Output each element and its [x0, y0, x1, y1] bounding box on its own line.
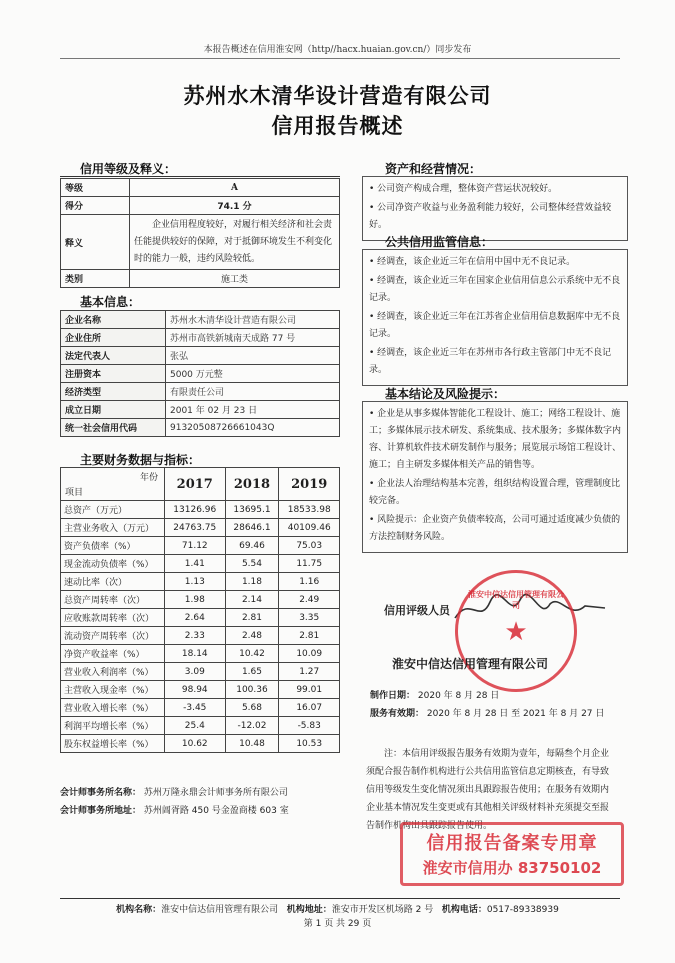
finance-value-2019: 10.53: [279, 735, 340, 753]
finance-row: [61, 501, 340, 519]
grade-category-value: 施工类: [130, 270, 340, 288]
finance-item-label: 总资产（万元）: [61, 501, 165, 519]
company-round-stamp: [455, 570, 577, 692]
validity-label: 服务有效期：: [370, 709, 425, 719]
finance-row: [61, 573, 340, 591]
basic-info-value: 5000 万元整: [166, 365, 340, 383]
finance-year-2017: 2017: [165, 468, 226, 501]
basic-info-label: 法定代表人: [61, 347, 166, 365]
company-title: 苏州水木清华设计营造有限公司: [183, 84, 492, 108]
finance-row: [61, 717, 340, 735]
finance-row: [61, 555, 340, 573]
finance-value-2017: 18.14: [165, 645, 226, 663]
finance-item-label: 应收账款周转率（次）: [61, 609, 165, 627]
finance-value-2017: 3.09: [165, 663, 226, 681]
service-validity: [370, 706, 604, 719]
finance-value-2019: 1.16: [279, 573, 340, 591]
grade-level-label: 等级: [61, 179, 130, 197]
basic-info-value: 有限责任公司: [166, 383, 340, 401]
finance-item-label: 主营业务收入（万元）: [61, 519, 165, 537]
finance-value-2019: 3.35: [279, 609, 340, 627]
finance-value-2018: 69.46: [225, 537, 279, 555]
finance-item-label: 速动比率（次）: [61, 573, 165, 591]
auditor-addr-value: 苏州阊胥路 450 号金盈商楼 603 室: [143, 806, 289, 816]
basic-info-label: 企业住所: [61, 329, 166, 347]
finance-value-2018: 28646.1: [225, 519, 279, 537]
finance-value-2018: 5.54: [225, 555, 279, 573]
grade-row-category: [61, 270, 340, 288]
auditor-addr-label: 会计师事务所地址：: [60, 806, 142, 816]
finance-value-2019: -5.83: [279, 717, 340, 735]
basic-info-label: 成立日期: [61, 401, 166, 419]
finance-value-2017: 1.98: [165, 591, 226, 609]
finance-value-2019: 1.27: [279, 663, 340, 681]
validity-note: 注：本信用评级报告服务有效期为壹年，每隔叁个月企业须配合报告制作机构进行公共信用监管信息定期核查，有导致信用等级发生变化情况须出具跟踪报告使用；在服务有效期内企业基本情况发生变更或有其他相关评级材料补充须提交至报告制作机构出具跟踪报告使用。: [366, 749, 610, 831]
footer-divider: [60, 898, 620, 899]
grade-heading-line: [60, 176, 340, 177]
footer-tel-label: 机构电话：: [441, 905, 487, 915]
finance-value-2017: 13126.96: [165, 501, 226, 519]
assets-heading: 资产和经营情况：: [385, 162, 482, 176]
auditor-firm: [60, 785, 288, 798]
report-title: 信用报告概述: [271, 114, 404, 138]
finance-item-label: 净资产收益率（%）: [61, 645, 165, 663]
finance-item-label: 主营收入现金率（%）: [61, 681, 165, 699]
finance-value-2019: 75.03: [279, 537, 340, 555]
basic-info-row: [61, 329, 340, 347]
finance-item-label: 资产负债率（%）: [61, 537, 165, 555]
basic-info-row: [61, 401, 340, 419]
footer-org-value: 淮安中信达信用管理有限公司: [161, 905, 279, 915]
auditor-address: [60, 803, 289, 816]
basic-info-value: 2001 年 02 月 23 日: [166, 401, 340, 419]
finance-corner-item: 项目: [65, 488, 84, 498]
finance-value-2017: 2.33: [165, 627, 226, 645]
basic-info-row: [61, 419, 340, 437]
basic-info-row: [61, 347, 340, 365]
finance-value-2018: 13695.1: [225, 501, 279, 519]
basic-info-row: [61, 383, 340, 401]
finance-value-2019: 11.75: [279, 555, 340, 573]
finance-value-2018: 10.42: [225, 645, 279, 663]
finance-row: [61, 519, 340, 537]
footer-addr-label: 机构地址：: [286, 905, 332, 915]
finance-value-2017: 2.64: [165, 609, 226, 627]
finance-value-2017: 71.12: [165, 537, 226, 555]
auditor-firm-value: 苏州万隆永鼎会计师事务所有限公司: [143, 788, 288, 798]
finance-value-2019: 40109.46: [279, 519, 340, 537]
header-note: 本报告概述在信用淮安网（http//hacx.huaian.gov.cn/）同步发布: [203, 45, 472, 55]
finance-value-2017: 1.13: [165, 573, 226, 591]
finance-row: [61, 591, 340, 609]
conclusion-item: • 风险提示：企业资产负债率较高，公司可通过适度减少负债的方法控制财务风险。: [369, 515, 621, 542]
finance-item-label: 股东权益增长率（%）: [61, 735, 165, 753]
grade-table: [60, 178, 340, 288]
finance-value-2018: 2.81: [225, 609, 279, 627]
finance-value-2017: 10.62: [165, 735, 226, 753]
basic-info-value: 苏州水木清华设计营造有限公司: [166, 311, 340, 329]
page-number: 第 1 页 共 29 页: [303, 919, 372, 929]
grade-meaning-value: 企业信用程度较好，对履行相关经济和社会责任能提供较好的保障，对于抵御环境发生不利变化时的能力一般，违约风险较低。: [130, 215, 340, 270]
finance-value-2017: 98.94: [165, 681, 226, 699]
finance-value-2019: 2.49: [279, 591, 340, 609]
finance-value-2018: 1.18: [225, 573, 279, 591]
finance-value-2019: 2.81: [279, 627, 340, 645]
basic-info-row: [61, 365, 340, 383]
finance-item-label: 利润平均增长率（%）: [61, 717, 165, 735]
grade-meaning-label: 释义: [61, 215, 130, 270]
finance-row: [61, 645, 340, 663]
rater-label: 信用评级人员: [384, 604, 450, 617]
finance-row: [61, 681, 340, 699]
finance-year-2018: 2018: [225, 468, 279, 501]
finance-value-2017: 24763.75: [165, 519, 226, 537]
grade-row-score: [61, 197, 340, 215]
assets-item: • 公司净资产收益与业务盈利能力较好，公司整体经营效益较好。: [369, 203, 612, 230]
issue-date-value: 2020 年 8 月 28 日: [417, 691, 500, 701]
supervision-heading: 公共信用监管信息：: [385, 235, 494, 249]
basic-heading: 基本信息：: [80, 295, 141, 309]
basic-info-label: 企业名称: [61, 311, 166, 329]
basic-info-value: 91320508726661043Q: [166, 419, 340, 437]
grade-row-level: [61, 179, 340, 197]
grade-score-value: 74.1 分: [130, 197, 340, 215]
finance-item-label: 营业收入增长率（%）: [61, 699, 165, 717]
basic-info-label: 经济类型: [61, 383, 166, 401]
validity-value: 2020 年 8 月 28 日 至 2021 年 8 月 27 日: [426, 709, 605, 719]
supervision-item: • 经调查，该企业近三年在国家企业信用信息公示系统中无不良记录。: [369, 276, 621, 303]
basic-info-label: 注册资本: [61, 365, 166, 383]
grade-heading: 信用等级及释义：: [80, 162, 177, 176]
finance-row: [61, 537, 340, 555]
finance-value-2019: 16.07: [279, 699, 340, 717]
assets-box: [362, 176, 628, 241]
basic-info-label: 统一社会信用代码: [61, 419, 166, 437]
finance-item-label: 流动资产周转率（次）: [61, 627, 165, 645]
grade-row-meaning: [61, 215, 340, 270]
record-stamp-line1: 信用报告备案专用章: [426, 833, 598, 854]
grade-level-value: A: [130, 179, 340, 197]
finance-value-2018: 1.65: [225, 663, 279, 681]
finance-value-2019: 18533.98: [279, 501, 340, 519]
finance-value-2017: -3.45: [165, 699, 226, 717]
assets-item: • 公司资产构成合理，整体资产营运状况较好。: [369, 184, 558, 194]
finance-item-label: 总资产周转率（次）: [61, 591, 165, 609]
finance-value-2019: 99.01: [279, 681, 340, 699]
basic-info-value: 苏州市高铁新城南天成路 77 号: [166, 329, 340, 347]
finance-row: [61, 627, 340, 645]
conclusion-item: • 企业法人治理结构基本完善，组织结构设置合理，管理制度比较完备。: [369, 479, 621, 506]
finance-value-2018: -12.02: [225, 717, 279, 735]
supervision-item: • 经调查，该企业近三年在江苏省企业信用信息数据库中无不良记录。: [369, 312, 621, 339]
finance-heading: 主要财务数据与指标：: [80, 453, 201, 467]
conclusion-heading: 基本结论及风险提示：: [385, 387, 506, 401]
finance-year-2019: 2019: [279, 468, 340, 501]
auditor-firm-label: 会计师事务所名称：: [60, 788, 142, 798]
finance-row: [61, 699, 340, 717]
record-stamp: [400, 822, 624, 886]
finance-value-2018: 100.36: [225, 681, 279, 699]
grade-category-label: 类别: [61, 270, 130, 288]
conclusion-item: • 企业是从事多媒体智能化工程设计、施工；网络工程设计、施工；多媒体展示技术研发、系统集成、技术服务；多媒体数字内容、计算机软件技术研发制作与服务；展览展示场馆工程设计、施工；自主研发多媒体相关产品的销售等。: [369, 409, 622, 470]
conclusion-box: [362, 401, 628, 553]
finance-value-2017: 25.4: [165, 717, 226, 735]
supervision-box: [362, 249, 628, 386]
footer-tel-value: 0517-89338939: [486, 905, 559, 915]
finance-value-2019: 10.09: [279, 645, 340, 663]
rating-company: 淮安中信达信用管理有限公司: [392, 657, 549, 671]
issue-date: [370, 688, 499, 701]
header-divider: [60, 58, 620, 59]
finance-corner-year: 年份: [139, 473, 158, 483]
stamp-round-text: 淮安中信达信用管理有限公司: [468, 590, 564, 610]
basic-info-value: 张弘: [166, 347, 340, 365]
footer-info: [0, 902, 675, 915]
finance-value-2017: 1.41: [165, 555, 226, 573]
issue-date-label: 制作日期：: [370, 691, 416, 701]
supervision-item: • 经调查，该企业近三年在苏州市各行政主管部门中无不良记录。: [369, 348, 612, 375]
finance-row: [61, 735, 340, 753]
grade-score-label: 得分: [61, 197, 130, 215]
footer-addr-value: 淮安市开发区机场路 2 号: [331, 905, 434, 915]
finance-table: [60, 467, 340, 753]
finance-item-label: 现金流动负债率（%）: [61, 555, 165, 573]
finance-value-2018: 5.68: [225, 699, 279, 717]
record-stamp-line2: 淮安市信用办 83750102: [422, 859, 602, 877]
finance-value-2018: 2.14: [225, 591, 279, 609]
finance-row: [61, 663, 340, 681]
finance-value-2018: 2.48: [225, 627, 279, 645]
supervision-item: • 经调查，该企业近三年在信用中国中无不良记录。: [369, 257, 576, 267]
finance-item-label: 营业收入利润率（%）: [61, 663, 165, 681]
basic-info-row: [61, 311, 340, 329]
finance-value-2018: 10.48: [225, 735, 279, 753]
basic-info-table: [60, 310, 340, 437]
stamp-star-icon: ★: [504, 617, 528, 647]
footer-org-label: 机构名称：: [116, 905, 162, 915]
finance-corner-cell: [61, 468, 165, 501]
finance-row: [61, 609, 340, 627]
